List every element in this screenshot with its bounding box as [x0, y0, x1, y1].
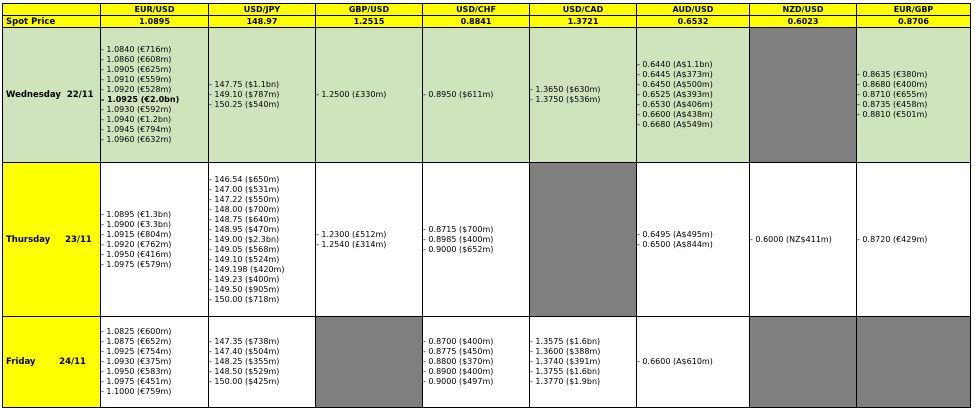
spot-price-row [3, 16, 971, 28]
cell-wed-nzdusd-empty [750, 28, 857, 163]
expiry-line: - 0.8735 (€458m) [857, 100, 928, 109]
col-header-gbpusd: GBP/USD [316, 4, 423, 16]
expiry-line: - 1.0975 (€451m) [101, 377, 172, 386]
expiry-line: - 148.00 ($700m) [209, 204, 280, 214]
expiry-line: - 1.0875 (€652m) [101, 337, 172, 346]
cell-fri-usdcad [530, 317, 637, 408]
expiry-line: - 149.10 ($787m) [209, 90, 280, 99]
expiry-line: - 0.6530 (A$406m) [637, 100, 713, 109]
cell-thu-audusd [637, 163, 750, 317]
expiry-line: - 0.8710 (€655m) [857, 90, 928, 99]
expiry-line: - 1.2500 (£330m) [316, 90, 387, 99]
expiry-line: - 1.0960 (€632m) [101, 135, 172, 144]
expiry-line: - 149.05 ($568m) [209, 244, 280, 254]
expiry-line: - 1.0895 (€1.3bn) [101, 209, 172, 219]
expiry-line: - 0.9000 ($497m) [423, 377, 494, 386]
col-header-usdjpy: USD/JPY [209, 4, 316, 16]
expiry-line: - 149.50 ($905m) [209, 284, 280, 294]
expiry-line: - 150.00 ($718m) [209, 294, 280, 304]
expiry-line: - 1.0950 (€416m) [101, 249, 172, 259]
spot-price-label: Spot Price [3, 16, 101, 28]
expiry-line: - 0.8715 ($700m) [423, 224, 494, 234]
spot-audusd: 0.6532 [637, 16, 750, 28]
expiry-table [2, 3, 971, 408]
expiry-line: - 0.8700 ($400m) [423, 337, 494, 346]
expiry-line: - 1.0930 (€375m) [101, 357, 172, 366]
expiry-line: - 149.198 ($420m) [209, 264, 285, 274]
expiry-line: - 0.6680 (A$549m) [637, 120, 713, 129]
expiry-line: - 0.8680 (€400m) [857, 80, 928, 89]
cell-wed-eurusd [101, 28, 209, 163]
corner-cell [3, 4, 101, 16]
cell-thu-usdchf [423, 163, 530, 317]
expiry-line: - 0.6445 (A$373m) [637, 70, 713, 79]
col-header-eurusd: EUR/USD [101, 4, 209, 16]
expiry-line: - 1.0950 (€583m) [101, 367, 172, 376]
expiry-line: - 149.10 ($524m) [209, 254, 280, 264]
expiry-line: - 0.6450 (A$500m) [637, 80, 713, 89]
day-date: 23/11 [65, 234, 92, 245]
expiry-line: - 1.0900 (€3.3bn) [101, 219, 172, 229]
cell-wed-usdchf [423, 28, 530, 163]
expiry-line: - 1.3755 ($1.6bn) [530, 367, 601, 376]
cell-fri-gbpusd-empty [316, 317, 423, 408]
thursday-row [3, 163, 971, 317]
expiry-line: - 0.8775 ($450m) [423, 347, 494, 356]
day-name: Wednesday [6, 90, 61, 100]
expiry-line: - 1.3750 ($536m) [530, 95, 601, 104]
expiry-line: - 0.6000 (NZ$411m) [750, 234, 832, 244]
expiry-line: - 1.1000 (€759m) [101, 387, 172, 396]
cell-thu-usdcad-empty [530, 163, 637, 317]
expiry-line: - 1.0940 (€1.2bn) [101, 115, 172, 124]
col-header-usdcad: USD/CAD [530, 4, 637, 16]
expiry-line: - 148.75 ($640m) [209, 214, 280, 224]
expiry-line: - 1.0920 (€762m) [101, 239, 172, 249]
expiry-line: - 0.6500 (A$844m) [637, 239, 713, 249]
expiry-line: - 0.8635 (€380m) [857, 70, 928, 79]
expiry-line: - 146.54 ($650m) [209, 174, 280, 184]
cell-thu-gbpusd [316, 163, 423, 317]
expiry-line: - 150.00 ($425m) [209, 377, 280, 386]
spot-usdcad: 1.3721 [530, 16, 637, 28]
spot-usdchf: 0.8841 [423, 16, 530, 28]
expiry-line: - 1.0860 (€608m) [101, 55, 172, 64]
expiry-line: - 1.0825 (€600m) [101, 327, 172, 336]
expiry-line: - 1.2540 (£314m) [316, 239, 387, 249]
spot-usdjpy: 148.97 [209, 16, 316, 28]
expiry-line: - 150.25 ($540m) [209, 100, 280, 109]
day-date: 24/11 [59, 357, 86, 367]
expiry-line: - 1.3600 ($388m) [530, 347, 601, 356]
expiry-line: - 0.6525 (A$393m) [637, 90, 713, 99]
expiry-line: - 1.0925 (€2.0bn) [101, 95, 180, 104]
expiry-line: - 1.3650 ($630m) [530, 85, 601, 94]
expiry-line: - 0.6600 (A$610m) [637, 357, 713, 366]
expiry-line: - 148.95 ($470m) [209, 224, 280, 234]
row-label-thursday [3, 163, 101, 317]
day-date: 22/11 [66, 90, 94, 100]
expiry-line: - 1.0975 (€579m) [101, 259, 172, 269]
day-name: Friday [6, 357, 36, 367]
expiry-line: - 148.50 ($529m) [209, 367, 280, 376]
cell-wed-audusd [637, 28, 750, 163]
expiry-line: - 149.23 ($400m) [209, 274, 280, 284]
col-header-audusd: AUD/USD [637, 4, 750, 16]
cell-wed-gbpusd [316, 28, 423, 163]
expiry-line: - 1.0910 (€559m) [101, 75, 172, 84]
expiry-line: - 0.8900 ($400m) [423, 367, 494, 376]
expiry-line: - 1.0945 (€794m) [101, 125, 172, 134]
expiry-line: - 147.35 ($738m) [209, 337, 280, 346]
expiry-line: - 0.8810 (€501m) [857, 110, 928, 119]
day-name: Thursday [6, 234, 51, 245]
spot-eurgbp: 0.8706 [857, 16, 971, 28]
expiry-line: - 147.40 ($504m) [209, 347, 280, 356]
cell-fri-audusd [637, 317, 750, 408]
cell-thu-eurusd [101, 163, 209, 317]
expiry-line: - 0.8950 ($611m) [423, 90, 494, 99]
expiry-line: - 147.22 ($550m) [209, 194, 280, 204]
expiry-line: - 0.8800 ($370m) [423, 357, 494, 366]
cell-thu-nzdusd [750, 163, 857, 317]
spot-gbpusd: 1.2515 [316, 16, 423, 28]
expiry-line: - 1.0915 (€804m) [101, 229, 172, 239]
cell-wed-eurgbp [857, 28, 971, 163]
row-label-friday [3, 317, 101, 408]
expiry-line: - 1.0925 (€754m) [101, 347, 172, 356]
col-header-eurgbp: EUR/GBP [857, 4, 971, 16]
friday-row [3, 317, 971, 408]
col-header-usdchf: USD/CHF [423, 4, 530, 16]
expiry-line: - 147.75 ($1.1bn) [209, 80, 280, 89]
expiry-line: - 1.0930 (€592m) [101, 105, 172, 114]
expiry-line: - 149.00 ($2.3bn) [209, 234, 280, 244]
header-row [3, 4, 971, 16]
expiry-line: - 1.2300 (£512m) [316, 229, 387, 239]
cell-fri-usdchf [423, 317, 530, 408]
cell-fri-eurusd [101, 317, 209, 408]
expiry-line: - 0.8720 (€429m) [857, 234, 928, 244]
expiry-line: - 1.0840 (€716m) [101, 45, 172, 54]
row-label-wednesday [3, 28, 101, 163]
expiry-line: - 1.3740 ($391m) [530, 357, 601, 366]
expiry-line: - 148.25 ($355m) [209, 357, 280, 366]
expiry-line: - 0.6440 (A$1.1bn) [637, 60, 713, 69]
expiry-line: - 0.9000 ($652m) [423, 244, 494, 254]
expiry-line: - 0.8985 ($400m) [423, 234, 494, 244]
cell-fri-eurgbp-empty [857, 317, 971, 408]
cell-fri-usdjpy [209, 317, 316, 408]
cell-thu-usdjpy [209, 163, 316, 317]
expiry-line: - 147.00 ($531m) [209, 184, 280, 194]
spot-nzdusd: 0.6023 [750, 16, 857, 28]
expiry-line: - 0.6495 (A$495m) [637, 229, 713, 239]
expiry-line: - 1.0920 (€528m) [101, 85, 172, 94]
expiry-line: - 0.6600 (A$438m) [637, 110, 713, 119]
cell-wed-usdjpy [209, 28, 316, 163]
col-header-nzdusd: NZD/USD [750, 4, 857, 16]
expiry-line: - 1.3770 ($1.9bn) [530, 377, 601, 386]
cell-thu-eurgbp [857, 163, 971, 317]
expiry-line: - 1.3575 ($1.6bn) [530, 337, 601, 346]
cell-fri-nzdusd-empty [750, 317, 857, 408]
spot-eurusd: 1.0895 [101, 16, 209, 28]
expiry-line: - 1.0905 (€625m) [101, 65, 172, 74]
cell-wed-usdcad [530, 28, 637, 163]
wednesday-row [3, 28, 971, 163]
